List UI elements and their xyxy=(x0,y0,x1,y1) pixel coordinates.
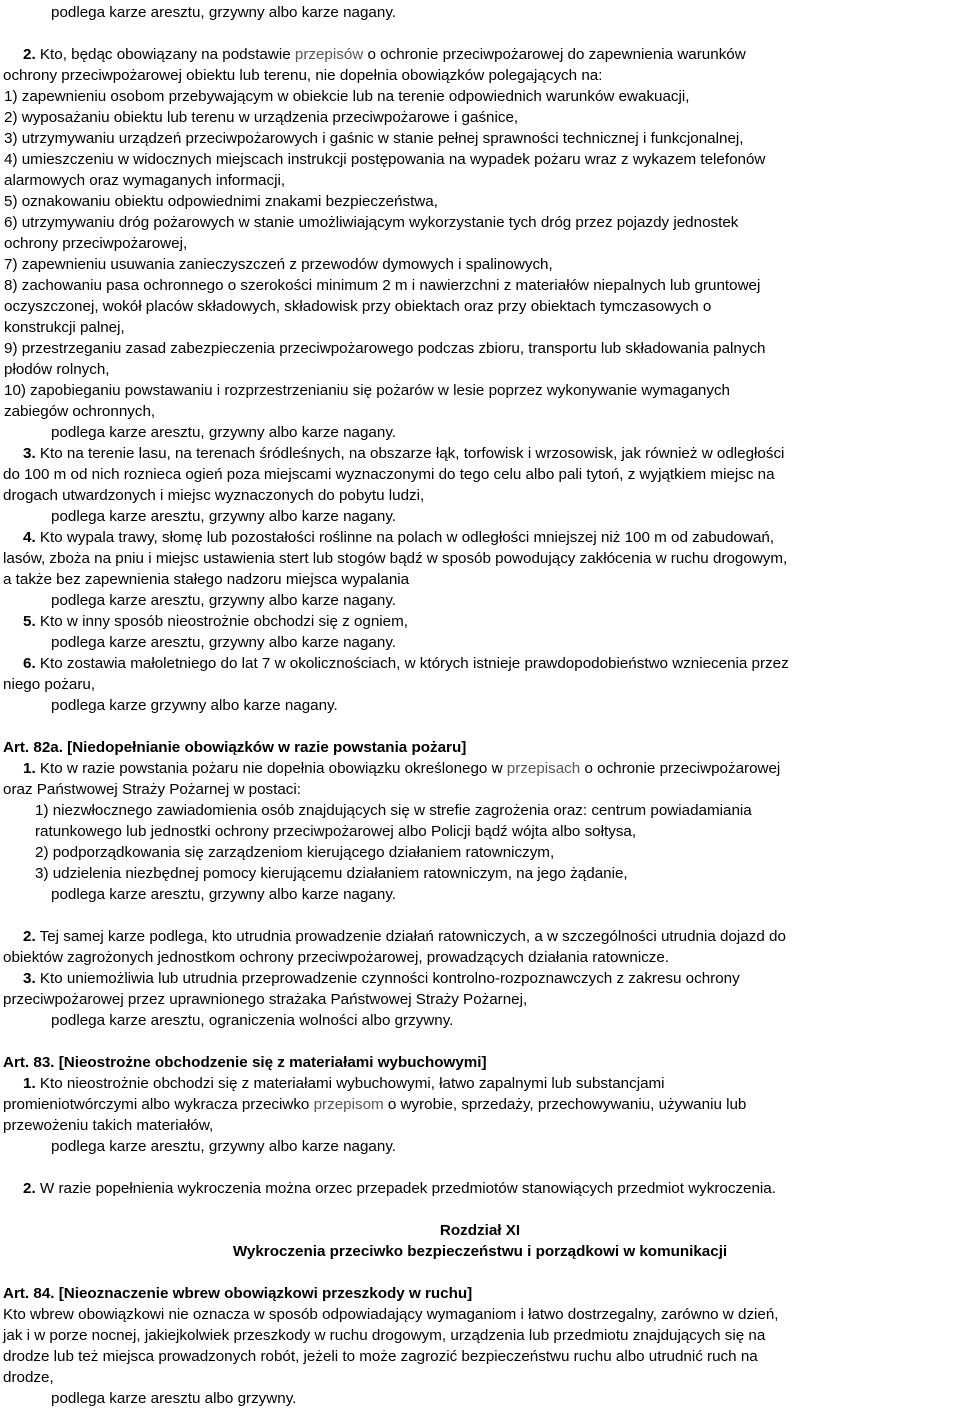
text-line xyxy=(4,317,125,338)
text-line xyxy=(23,758,780,779)
text-line xyxy=(4,359,110,380)
text-line xyxy=(51,590,396,611)
text-segment: oraz Państwowej Straży Pożarnej w postaci: xyxy=(3,781,301,798)
text-segment: W razie popełnienia wykroczenia można orzec przepadek przedmiotów stanowiących przedmiot wykroczenia. xyxy=(35,1180,776,1197)
text-line xyxy=(23,1178,776,1199)
text-line xyxy=(4,380,730,401)
text-segment: obiektów zagrożonych jednostkom ochrony przeciwpożarowej, prowadzących działania ratownicze. xyxy=(3,949,670,966)
text-segment: 6) utrzymywaniu dróg pożarowych w stanie umożliwiającym wykorzystanie tych dróg przez pojazdy jednostek xyxy=(4,214,739,231)
text-segment: ochrony przeciwpożarowej, xyxy=(4,235,188,252)
text-line xyxy=(35,863,628,884)
text-line xyxy=(3,1115,213,1136)
bold-segment: 5. xyxy=(23,613,36,630)
text-line xyxy=(3,485,424,506)
text-line xyxy=(4,128,743,149)
text-line xyxy=(4,86,690,107)
text-segment: Kto wypala trawy, słomę lub pozostałości roślinne na polach w odległości mniejszej niż 100 m od zabudowań, xyxy=(35,529,775,546)
text-segment: podlega karze aresztu, grzywny albo karze nagany. xyxy=(51,424,397,441)
text-segment: podlega karze aresztu, grzywny albo karze nagany. xyxy=(51,592,397,609)
bold-segment: Art. 83. [Nieostrożne obchodzenie się z materiałami wybuchowymi] xyxy=(3,1054,487,1071)
bold-segment: 1. xyxy=(23,1075,36,1092)
text-segment: Kto, będąc obowiązany na podstawie xyxy=(35,46,295,63)
text-segment: Tej samej karze podlega, kto utrudnia prowadzenie działań ratowniczych, a w szczególności utrudnia dojazd do xyxy=(35,928,786,945)
text-line xyxy=(3,569,409,590)
text-line xyxy=(23,968,740,989)
text-segment: podlega karze aresztu albo grzywny. xyxy=(51,1390,297,1407)
text-segment: oczyszczonej, wokół placów składowych, składowisk przy obiektach oraz przy obiektach tymczasowych o xyxy=(4,298,712,315)
text-segment: alarmowych oraz wymaganych informacji, xyxy=(4,172,286,189)
text-line xyxy=(4,212,738,233)
text-segment: podlega karze aresztu, grzywny albo karze nagany. xyxy=(51,508,397,525)
bold-segment: 3. xyxy=(23,445,36,462)
text-segment: Kto w inny sposób nieostrożnie obchodzi się z ogniem, xyxy=(35,613,408,630)
text-segment: 2) podporządkowania się zarządzeniom kierującego działaniem ratowniczym, xyxy=(35,844,555,861)
bold-segment: 3. xyxy=(23,970,36,987)
text-segment: Kto uniemożliwia lub utrudnia przeprowadzenie czynności kontrolno-rozpoznawczych z zakresu ochrony xyxy=(35,970,740,987)
text-segment: 1) niezwłocznego zawiadomienia osób znajdujących się w strefie zagrożenia oraz: centrum powiadamiania xyxy=(35,802,752,819)
text-segment: o ochronie przeciwpożarowej do zapewnienia warunków xyxy=(363,46,746,63)
text-segment: przewożeniu takich materiałów, xyxy=(3,1117,214,1134)
text-line xyxy=(4,401,155,422)
text-segment: przeciwpożarowej przez uprawnionego strażaka Państwowej Straży Pożarnej, xyxy=(3,991,528,1008)
text-segment: do 100 m od nich rozniecа ogień poza miejscami wyznaczonymi do tego celu albo pali tytoń, z wyjątkiem miejsc na xyxy=(3,466,775,483)
text-segment: drogach utwardzonych i miejsc wyznaczonych do pobytu ludzi, xyxy=(3,487,425,504)
text-line xyxy=(3,65,602,86)
text-segment: Kto wbrew obowiązkowi nie oznacza w sposób odpowiadający wymaganiom i łatwo dostrzegalny, zarówno w dzień, xyxy=(3,1306,779,1323)
text-segment: lasów, zboża na pniu i miejsc ustawienia stert lub stogów bądź w sposób powodujący zakłócenia w ruchu drogowym, xyxy=(3,550,788,567)
text-line xyxy=(51,1136,396,1157)
text-line xyxy=(4,338,766,359)
text-line xyxy=(23,653,789,674)
bold-segment: 2. xyxy=(23,928,36,945)
text-line xyxy=(3,947,669,968)
text-line xyxy=(51,1388,296,1409)
bold-segment: Art. 82a. [Niedopełnianie obowiązków w razie powstania pożaru] xyxy=(3,739,467,756)
bold-segment: 6. xyxy=(23,655,36,672)
heading-line xyxy=(0,1241,960,1262)
text-line xyxy=(3,737,466,758)
text-line xyxy=(35,842,554,863)
text-line xyxy=(4,296,711,317)
text-line xyxy=(51,422,396,443)
text-line xyxy=(3,548,787,569)
text-segment: podlega karze aresztu, ograniczenia wolności albo grzywny. xyxy=(51,1012,454,1029)
text-segment: 3) utrzymywaniu urządzeń przeciwpożarowych i gaśnic w stanie pełnej sprawności technicznej i funkcjonalnej, xyxy=(4,130,744,147)
bold-segment: Rozdział XI xyxy=(439,1222,521,1239)
text-line xyxy=(4,254,553,275)
text-segment: o wyrobie, sprzedaży, przechowywaniu, używaniu lub xyxy=(383,1096,747,1113)
text-line xyxy=(4,275,760,296)
text-line xyxy=(51,884,396,905)
text-segment: Kto nieostrożnie obchodzi się z materiałami wybuchowymi, łatwo zapalnymi lub substancjami xyxy=(35,1075,665,1092)
text-line xyxy=(51,1010,453,1031)
text-segment: 9) przestrzeganiu zasad zabezpieczenia przeciwpożarowego podczas zbioru, transportu lub składowania palnych xyxy=(4,340,766,357)
text-line xyxy=(3,1325,765,1346)
text-segment: drodze lub też miejsca prowadzonych robót, jeżeli to może zagrozić bezpieczeństwu ruchu albo utrudnić ruch na xyxy=(3,1348,758,1365)
text-line xyxy=(3,1346,758,1367)
text-line xyxy=(3,989,527,1010)
text-line xyxy=(51,2,396,23)
text-line xyxy=(51,506,396,527)
text-segment: drodze, xyxy=(3,1369,54,1386)
text-line xyxy=(4,107,518,128)
text-line xyxy=(3,674,95,695)
text-segment: 3) udzielenia niezbędnej pomocy kierującemu działaniem ratowniczym, na jego żądanie, xyxy=(35,865,628,882)
text-line xyxy=(3,464,775,485)
text-segment: podlega karze aresztu, grzywny albo karze nagany. xyxy=(51,4,397,21)
bold-segment: Art. 84. [Nieoznaczenie wbrew obowiązkowi przeszkody w ruchu] xyxy=(3,1285,473,1302)
text-segment: 8) zachowaniu pasa ochronnego o szerokości minimum 2 m i nawierzchni z materiałów niepalnych lub gruntowej xyxy=(4,277,761,294)
heading-line xyxy=(0,1220,960,1241)
bold-segment: 1. xyxy=(23,760,36,777)
text-line xyxy=(3,1052,487,1073)
text-line xyxy=(3,1283,472,1304)
text-line xyxy=(23,443,784,464)
text-segment: 7) zapewnieniu usuwania zanieczyszczeń z przewodów dymowych i spalinowych, xyxy=(4,256,553,273)
bold-segment: 4. xyxy=(23,529,36,546)
bold-segment: 2. xyxy=(23,1180,36,1197)
text-segment: zabiegów ochronnych, xyxy=(4,403,156,420)
text-segment: niego pożaru, xyxy=(3,676,96,693)
text-segment: jak i w porze nocnej, jakiejkolwiek przeszkody w ruchu drogowym, urządzenia lub przedmiotu znajdujących się na xyxy=(3,1327,766,1344)
bold-segment: Wykroczenia przeciwko bezpieczeństwu i porządkowi w komunikacji xyxy=(232,1243,728,1260)
text-line xyxy=(23,926,786,947)
text-line xyxy=(4,233,187,254)
text-segment: 4) umieszczeniu w widocznych miejscach instrukcji postępowania na wypadek pożaru wraz z wykazem telefonów xyxy=(4,151,766,168)
reference-link[interactable]: przepisach xyxy=(506,760,581,777)
text-segment: Kto w razie powstania pożaru nie dopełnia obowiązku określonego w xyxy=(35,760,507,777)
text-line xyxy=(23,1073,665,1094)
text-segment: o ochronie przeciwpożarowej xyxy=(580,760,781,777)
text-line xyxy=(4,170,285,191)
text-segment: 1) zapewnieniu osobom przebywającym w obiekcie lub na terenie odpowiednich warunków ewakuacji, xyxy=(4,88,690,105)
text-line xyxy=(51,632,396,653)
text-line xyxy=(23,527,774,548)
text-segment: podlega karze aresztu, grzywny albo karze nagany. xyxy=(51,634,397,651)
text-line xyxy=(3,1304,779,1325)
text-line xyxy=(3,1094,746,1115)
text-segment: Kto zostawia małoletniego do lat 7 w okolicznościach, w których istnieje prawdopodobieństwo wzniecenia przez xyxy=(35,655,789,672)
text-segment: 5) oznakowaniu obiektu odpowiednimi znakami bezpieczeństwa, xyxy=(4,193,438,210)
text-segment: podlega karze aresztu, grzywny albo karze nagany. xyxy=(51,886,397,903)
text-line xyxy=(51,695,338,716)
text-segment: 10) zapobieganiu powstawaniu i rozprzestrzenianiu się pożarów w lesie poprzez wykonywanie wymaganych xyxy=(4,382,731,399)
text-segment: ochrony przeciwpożarowej obiektu lub terenu, nie dopełnia obowiązków polegających na: xyxy=(3,67,603,84)
text-segment: Kto na terenie lasu, na terenach śródleśnych, na obszarze łąk, torfowisk i wrzosowisk, jak również w odległości xyxy=(35,445,785,462)
text-line xyxy=(23,44,746,65)
text-segment: a także bez zapewnienia stałego nadzoru miejsca wypalania xyxy=(3,571,410,588)
text-segment: 2) wyposażaniu obiektu lub terenu w urządzenia przeciwpożarowe i gaśnice, xyxy=(4,109,519,126)
text-segment: płodów rolnych, xyxy=(4,361,110,378)
text-line xyxy=(35,800,752,821)
reference-link[interactable]: przepisom xyxy=(313,1096,384,1113)
text-segment: ratunkowego lub jednostki ochrony przeciwpożarowej albo Policji bądź wójta albo sołtysa, xyxy=(35,823,637,840)
text-line xyxy=(4,191,438,212)
text-line xyxy=(35,821,636,842)
text-line xyxy=(3,779,301,800)
text-segment: podlega karze aresztu, grzywny albo karze nagany. xyxy=(51,1138,397,1155)
reference-link[interactable]: przepisów xyxy=(294,46,364,63)
bold-segment: 2. xyxy=(23,46,36,63)
text-segment: konstrukcji palnej, xyxy=(4,319,125,336)
text-line xyxy=(3,1367,54,1388)
text-line xyxy=(23,611,408,632)
text-line xyxy=(4,149,765,170)
text-segment: promieniotwórczymi albo wykracza przeciwko xyxy=(3,1096,314,1113)
text-segment: podlega karze grzywny albo karze nagany. xyxy=(51,697,338,714)
